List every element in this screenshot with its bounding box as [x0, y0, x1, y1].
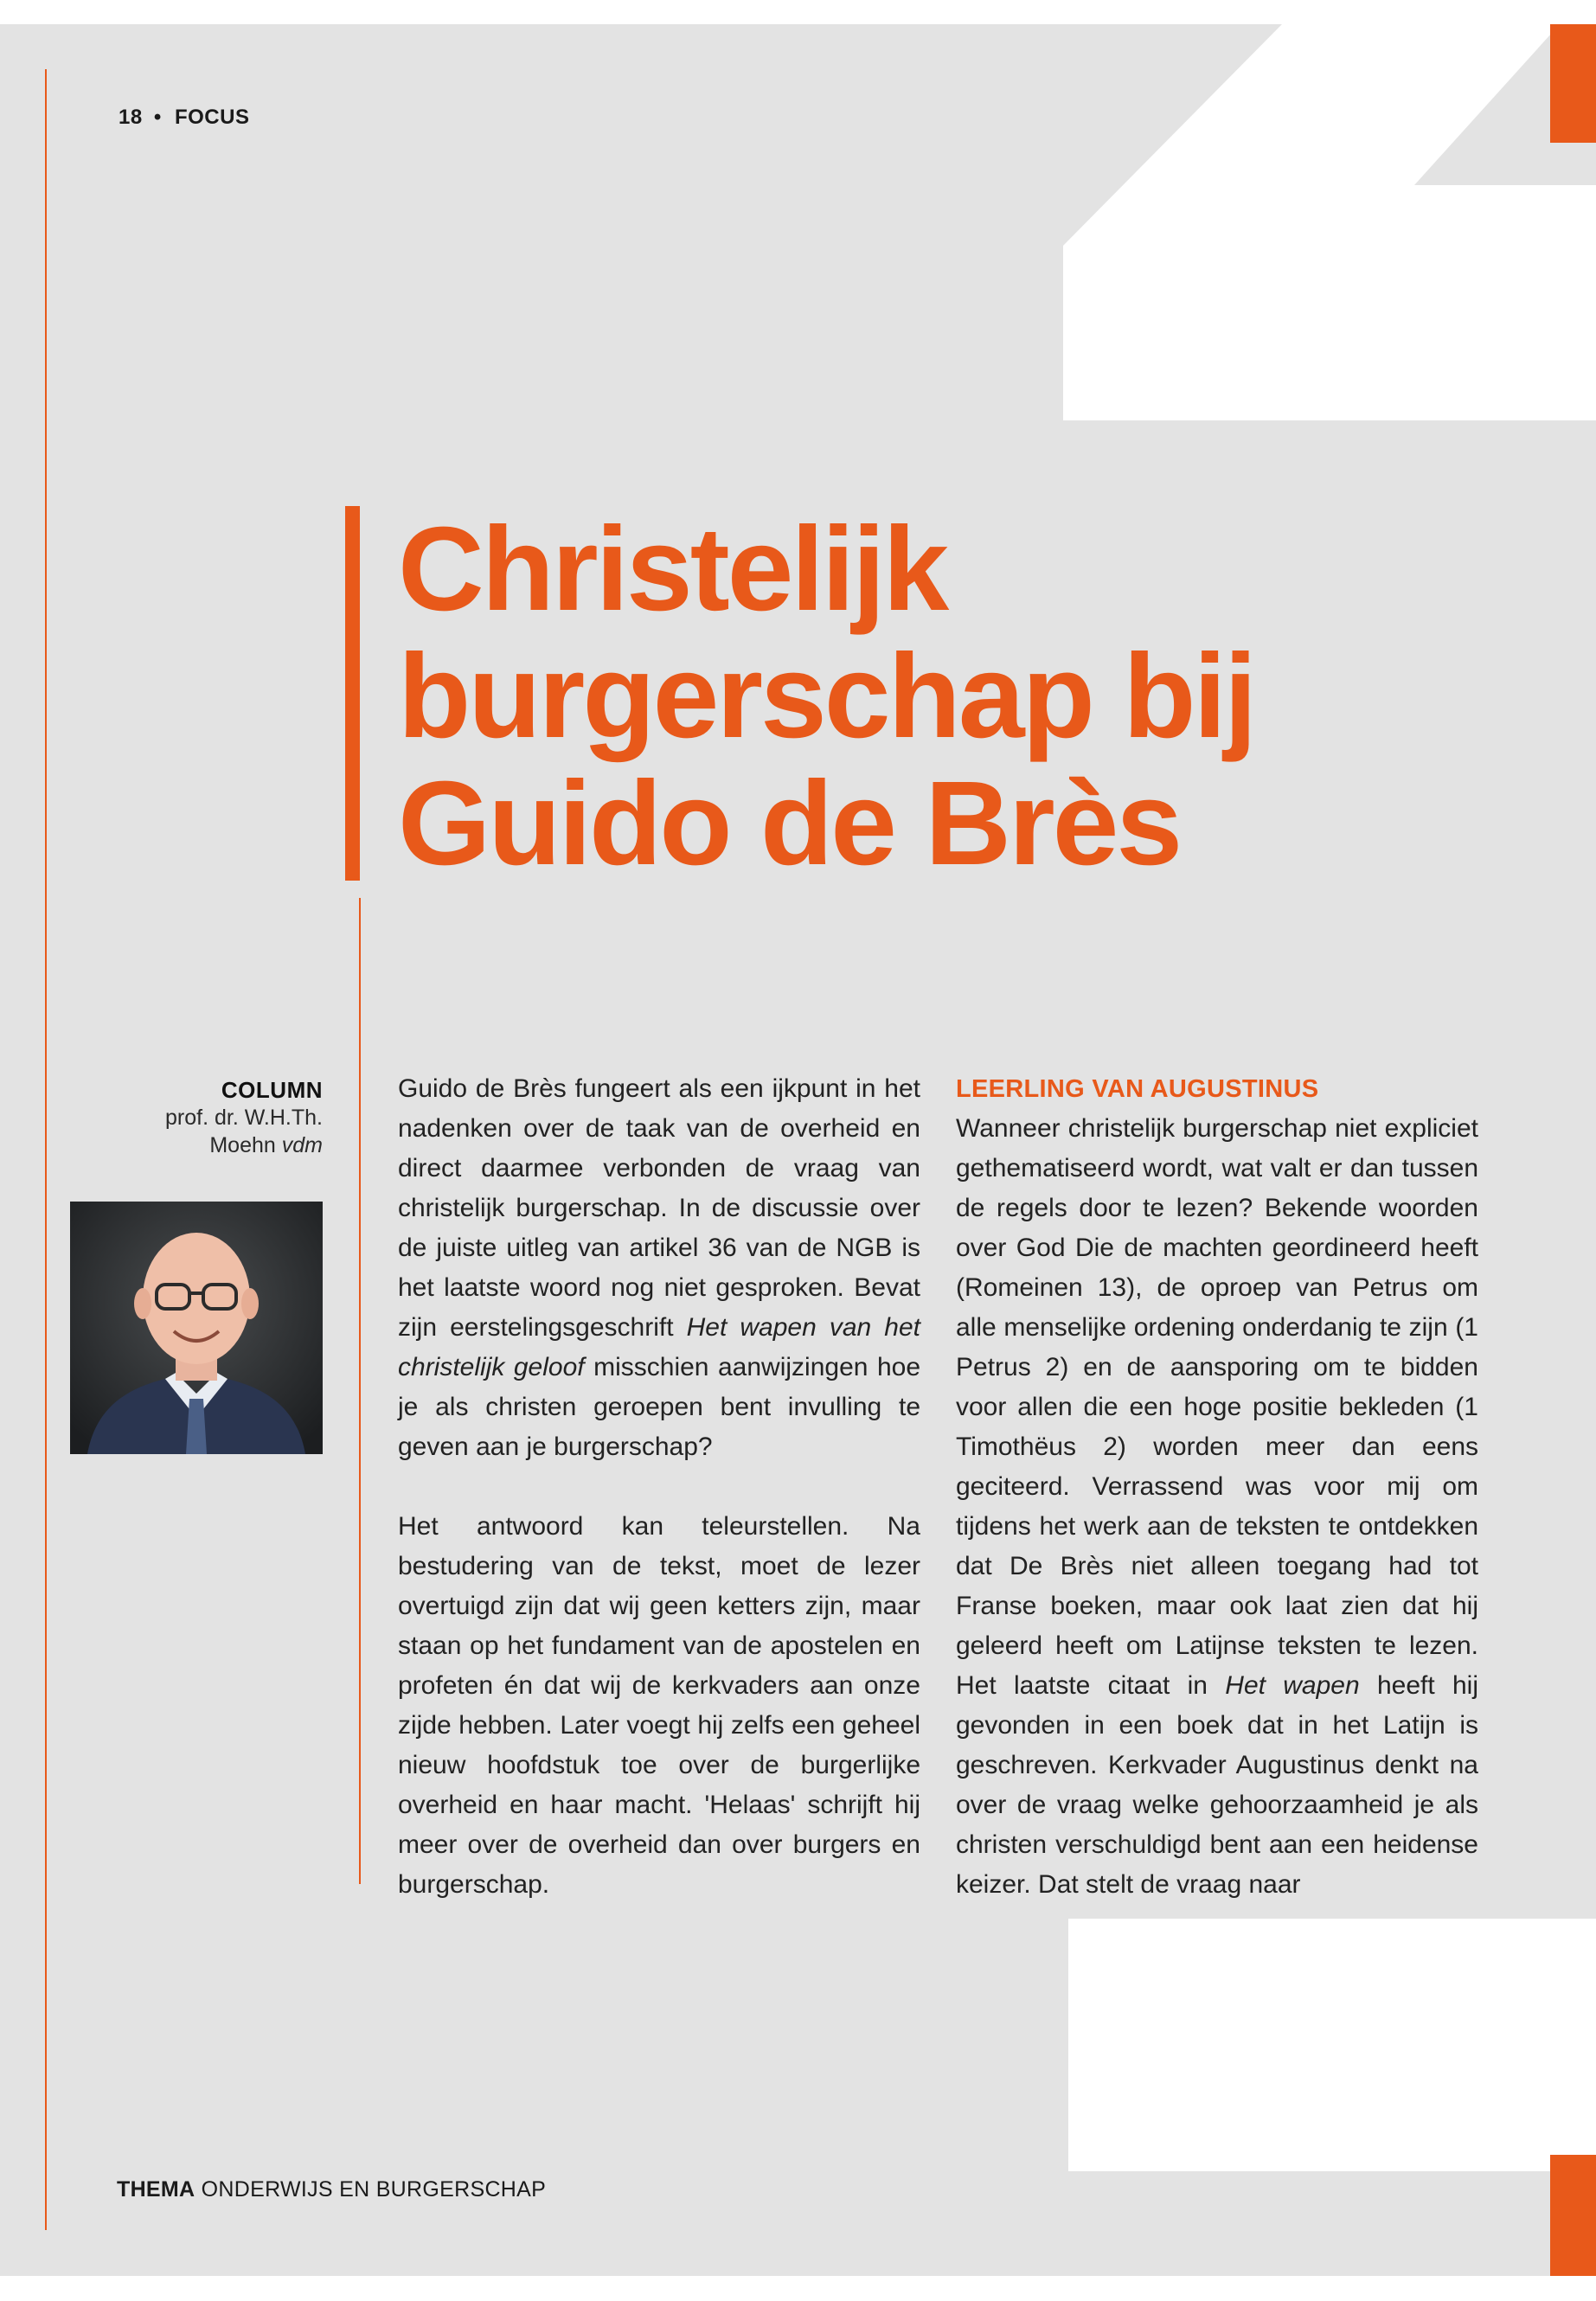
decorative-white-shape-top	[1063, 24, 1596, 420]
text-run: heeft hij gevonden in een boek dat in het Latijn is geschreven. Kerkvader Augustinus denkt na over de vraag welke gehoorzaamheid je als christen verschuldigd bent aan een heidense keizer. Dat stelt de vraag naar	[956, 1671, 1478, 1899]
author-name: Moehn	[209, 1133, 276, 1157]
book-title: Het wapen	[1225, 1671, 1360, 1700]
running-header	[119, 106, 249, 130]
text-run: Guido de Brès fungeert als een ijkpunt in het nadenken over de taak van de overheid en direct daarmee verbonden de vraag van christelijk burgerschap. In de discussie over de juiste uitleg van artikel 36 van de NGB is het laatste woord nog niet gesproken. Bevat zijn eerstelingsgeschrift	[398, 1074, 920, 1342]
author-photo	[70, 1202, 323, 1454]
book-title: Het wapen van het christelijk geloof	[398, 1313, 920, 1381]
orange-corner-block-top	[1550, 24, 1596, 143]
title-accent-bar	[345, 506, 360, 881]
theme-title: ONDERWIJS EN BURGERSCHAP	[201, 2177, 547, 2202]
theme-label: THEMA	[117, 2177, 195, 2202]
title-line: Guido de Brès	[398, 757, 1181, 890]
column-rule	[359, 898, 361, 1884]
body-paragraph	[956, 1109, 1478, 1905]
text-run: misschien aanwijzingen hoe je als christen geroepen bent invulling te geven aan je burgerschap?	[398, 1353, 920, 1461]
article-title	[398, 503, 1436, 890]
title-line: burgerschap bij	[398, 630, 1255, 763]
running-footer	[117, 2177, 546, 2202]
section-name: FOCUS	[174, 106, 250, 129]
body-paragraph: Het antwoord kan teleurstellen. Na bestudering van de tekst, moet de lezer overtuigd zijn dat wij geen ketters zijn, maar staan op het fundament van de apostelen en profeten én dat wij de kerkvaders aan onze zijde hebben. Later voegt hij zelfs een geheel nieuw hoofdstuk toe over de burgerlijke overheid en haar macht. 'Helaas' schrijft hij meer over de overheid dan over burgers en burgerschap.	[398, 1512, 920, 1899]
portrait-illustration	[70, 1202, 323, 1454]
body-paragraph	[398, 1069, 920, 1467]
decorative-white-block-bottom	[1068, 1919, 1596, 2171]
text-run: Wanneer christelijk burgerschap niet expliciet gethematiseerd wordt, wat valt er dan tussen de regels door te lezen? Bekende woorden over God Die de machten geordineerd heeft (Romeinen 13), de oproep van Petrus om alle menselijke ordening onderdanig te zijn (1 Petrus 2) en de aansporing om te bidden voor allen die een hoge positie bekleden (1 Timothëus 2) worden meer dan eens geciteerd. Verrassend was voor mij om tijdens het werk aan de teksten te ontdekken dat De Brès niet alleen toegang had tot Franse boeken, maar ook laat zien dat hij geleerd heeft om Latijnse teksten te lezen. Het laatste citaat in	[956, 1114, 1478, 1700]
orange-corner-block-bottom	[1550, 2155, 1596, 2276]
article-column-left	[398, 1069, 920, 1905]
page-number: 18	[119, 106, 143, 129]
header-separator: •	[153, 106, 162, 129]
section-subheading: LEERLING VAN AUGUSTINUS	[956, 1075, 1319, 1103]
author-suffix: vdm	[281, 1133, 323, 1157]
byline	[112, 1076, 323, 1159]
title-line: Christelijk	[398, 503, 947, 636]
article-column-right	[956, 1069, 1478, 1905]
column-label: COLUMN	[221, 1077, 323, 1103]
author-line: prof. dr. W.H.Th.	[165, 1106, 323, 1130]
margin-rule	[45, 69, 47, 2230]
